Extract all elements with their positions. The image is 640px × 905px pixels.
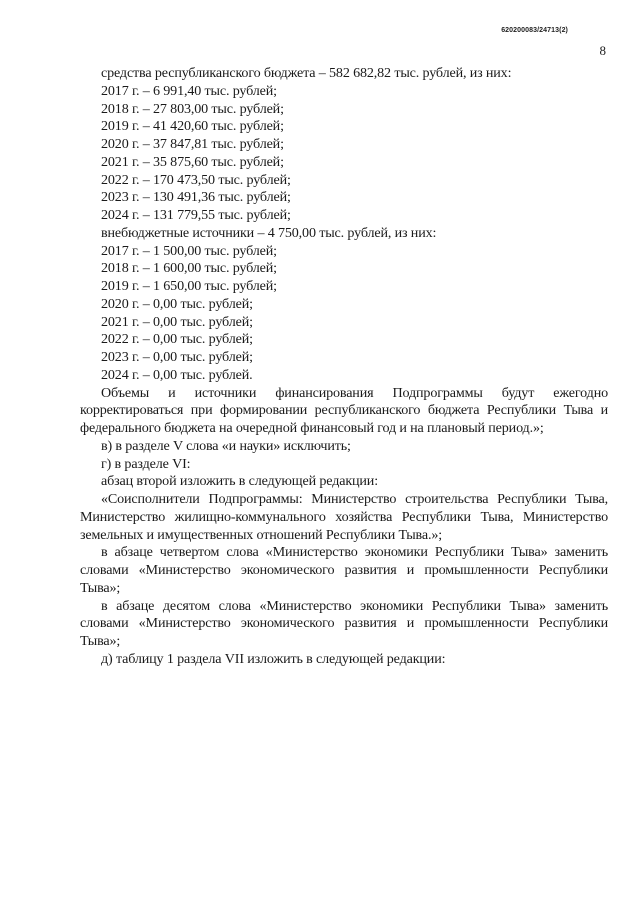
budget-line-2021: 2021 г. – 35 875,60 тыс. рублей; xyxy=(101,153,284,170)
paragraph-funding-adjustment: Объемы и источники финансирования Подпрограммы будут ежегодно корректироваться при формировании республиканского бюджета Республики Тыва и федерального бюджета на очередной финансовый год и на плановый период.»; xyxy=(80,384,608,436)
budget-line-2018: 2018 г. – 27 803,00 тыс. рублей; xyxy=(101,100,284,117)
paragraph-tenth-abzac: в абзаце десятом слова «Министерство экономики Республики Тыва» заменить словами «Министерство экономического развития и промышленности Республики Тыва»; xyxy=(80,597,608,649)
extrabudget-line-2021: 2021 г. – 0,00 тыс. рублей; xyxy=(101,313,253,330)
extrabudget-line-total: внебюджетные источники – 4 750,00 тыс. рублей, из них: xyxy=(101,224,437,241)
extrabudget-line-2019: 2019 г. – 1 650,00 тыс. рублей; xyxy=(101,278,277,294)
budget-line-2023: 2023 г. – 130 491,36 тыс. рублей; xyxy=(101,189,291,206)
budget-line-2019: 2019 г. – 41 420,60 тыс. рублей; xyxy=(101,118,284,135)
budget-line-2020: 2020 г. – 37 847,81 тыс. рублей; xyxy=(101,136,284,152)
paragraph-co-executors: «Соисполнители Подпрограммы: Министерство строительства Республики Тыва, Министерство жилищно-коммунального хозяйства Республики Тыва, Министерство земельных и имущественных отношений Республики Тыва.»; xyxy=(80,491,608,543)
extrabudget-line-2020: 2020 г. – 0,00 тыс. рублей; xyxy=(101,295,253,312)
paragraph-table-1: д) таблицу 1 раздела VII изложить в следующей редакции: xyxy=(101,650,446,667)
extrabudget-line-2022: 2022 г. – 0,00 тыс. рублей; xyxy=(101,331,253,348)
extrabudget-line-2024: 2024 г. – 0,00 тыс. рублей. xyxy=(101,366,253,383)
paragraph-fourth-abzac: в абзаце четвертом слова «Министерство экономики Республики Тыва» заменить словами «Министерство экономического развития и промышленности Республики Тыва»; xyxy=(80,544,608,596)
document-code: 620200083/24713(2) xyxy=(501,27,568,34)
extrabudget-line-2018: 2018 г. – 1 600,00 тыс. рублей; xyxy=(101,260,277,277)
paragraph-section-v: в) в разделе V слова «и науки» исключить; xyxy=(101,437,351,454)
budget-line-2022: 2022 г. – 170 473,50 тыс. рублей; xyxy=(101,171,291,188)
budget-line-total: средства республиканского бюджета – 582 682,82 тыс. рублей, из них: xyxy=(101,65,512,81)
paragraph-section-vi: г) в разделе VI: xyxy=(101,455,191,472)
extrabudget-line-2023: 2023 г. – 0,00 тыс. рублей; xyxy=(101,349,253,365)
paragraph-second-abzac: абзац второй изложить в следующей редакции: xyxy=(101,473,378,490)
document-body xyxy=(80,65,608,669)
budget-line-2017: 2017 г. – 6 991,40 тыс. рублей; xyxy=(101,82,277,99)
page-number: 8 xyxy=(599,43,606,58)
extrabudget-line-2017: 2017 г. – 1 500,00 тыс. рублей; xyxy=(101,242,277,259)
budget-line-2024: 2024 г. – 131 779,55 тыс. рублей; xyxy=(101,207,291,223)
